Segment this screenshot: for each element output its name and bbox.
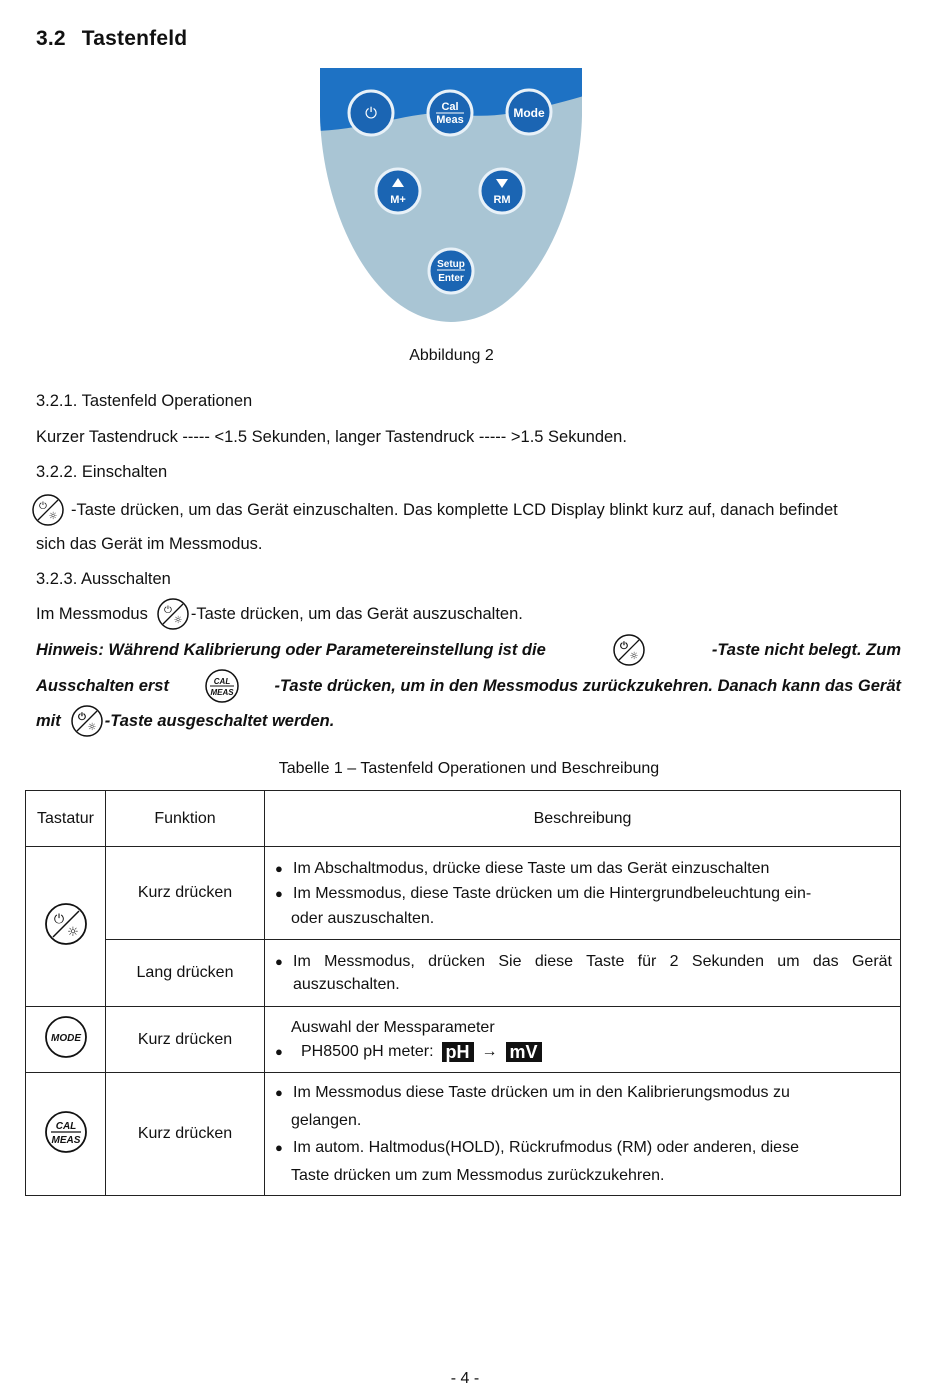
section-title: Tastenfeld — [81, 27, 188, 50]
key-setup-enter — [429, 249, 473, 293]
svg-text:☼: ☼ — [173, 615, 183, 626]
svg-text:MEAS: MEAS — [210, 688, 234, 697]
cal-meas-icon — [43, 1109, 89, 1155]
header-beschreibung: Beschreibung — [265, 791, 901, 847]
keypad-table — [25, 790, 901, 1196]
power-light-icon — [43, 901, 89, 947]
table-row — [26, 1073, 901, 1196]
poweroff-text-post: -Taste drücken, um das Gerät auszuschalten. — [190, 604, 523, 623]
table-header-row — [26, 791, 901, 847]
description-item: gelangen. — [291, 1111, 362, 1129]
svg-text:☼: ☼ — [48, 511, 58, 522]
subsection-title-323: 3.2.3. Ausschalten — [36, 570, 171, 588]
key-m-plus — [376, 169, 420, 213]
table-row — [26, 847, 901, 940]
key-cal-meas — [428, 91, 472, 135]
description-item: Im Messmodus diese Taste drücken um in den Kalibrierungsmodus zu — [293, 1084, 790, 1101]
svg-text:Enter: Enter — [438, 273, 464, 284]
key-rm — [480, 169, 524, 213]
description-cell: ● Im Messmodus, drücken Sie diese Taste für 2 Sekunden um das Gerät auszuschalten. — [265, 940, 901, 1007]
note-text-1a: Hinweis: Während Kalibrierung oder Parametereinstellung ist die — [36, 640, 546, 659]
key-power — [349, 91, 393, 135]
header-tastatur: Tastatur — [26, 791, 106, 847]
svg-text:M+: M+ — [390, 194, 406, 206]
poweroff-line — [36, 597, 523, 631]
function-cell: Kurz drücken — [106, 1007, 265, 1073]
key-cell-mode — [26, 1007, 106, 1073]
description-item: Taste drücken um zum Messmodus zurückzukehren. — [291, 1166, 665, 1184]
svg-text:⏻: ⏻ — [39, 501, 47, 512]
note-text-2b: -Taste drücken, um in den Messmodus zurückzukehren. Danach kann das Gerät — [274, 676, 901, 695]
svg-text:MEAS: MEAS — [51, 1134, 80, 1146]
svg-text:☼: ☼ — [66, 925, 79, 940]
press-duration-text: Kurzer Tastendruck ----- <1.5 Sekunden, langer Tastendruck ----- >1.5 Sekunden. — [36, 428, 627, 446]
description-item: auszuschalten. — [293, 976, 400, 993]
table-row — [26, 940, 901, 1007]
note-line-1 — [36, 633, 901, 667]
table-caption: Tabelle 1 – Tastenfeld Operationen und Beschreibung — [278, 760, 660, 777]
power-light-icon — [155, 597, 191, 631]
description-item: Im Messmodus, diese Taste drücken um die Hintergrundbeleuchtung ein- — [293, 884, 812, 902]
subsection-title-321: 3.2.1. Tastenfeld Operationen — [36, 392, 253, 410]
power-light-icon — [30, 493, 66, 527]
table-row — [26, 1007, 901, 1073]
poweron-text-1: -Taste drücken, um das Gerät einzuschalten. Das komplette LCD Display blinkt kurz auf, danach befindet — [71, 500, 838, 519]
function-cell: Kurz drücken — [106, 847, 265, 940]
section-heading — [36, 27, 187, 51]
keypad-illustration — [318, 66, 584, 326]
function-cell: Kurz drücken — [106, 1073, 265, 1196]
description-cell: ● Im Messmodus diese Taste drücken um in den Kalibrierungsmodus zu gelangen. ● Im autom. Haltmodus(HOLD), Rückrufmodus (RM) oder anderen, diese Taste drücken um zum Messmodus zurückzukehren. — [265, 1073, 901, 1196]
key-cell-cal — [26, 1073, 106, 1196]
function-cell: Lang drücken — [106, 940, 265, 1007]
description-item: Im autom. Haltmodus(HOLD), Rückrufmodus (RM) oder anderen, diese — [293, 1139, 799, 1156]
svg-text:⏻: ⏻ — [53, 912, 64, 927]
key-cell-power — [26, 847, 106, 1007]
note-text-1b: -Taste nicht belegt. Zum — [711, 640, 901, 659]
note-text-3a: mit — [36, 711, 61, 730]
svg-text:Mode: Mode — [513, 106, 545, 120]
note-text-2a: Ausschalten erst — [36, 676, 169, 695]
power-light-icon — [69, 704, 105, 738]
poweron-text-2: sich das Gerät im Messmodus. — [36, 535, 263, 553]
note-line-3 — [36, 704, 334, 738]
note-line-2 — [36, 668, 901, 704]
svg-text:Setup: Setup — [437, 259, 465, 270]
ph-tag: pH — [442, 1042, 474, 1062]
svg-text:⏻: ⏻ — [619, 641, 628, 652]
svg-text:MODE: MODE — [50, 1033, 81, 1044]
header-funktion: Funktion — [106, 791, 265, 847]
description-cell: Auswahl der Messparameter ● PH8500 pH meter: pH → mV — [265, 1007, 901, 1073]
description-item: oder auszuschalten. — [291, 909, 435, 927]
svg-text:CAL: CAL — [213, 677, 230, 686]
meter-label: PH8500 pH meter: — [301, 1042, 434, 1060]
svg-text:☼: ☼ — [87, 722, 97, 733]
note-text-3b: -Taste ausgeschaltet werden. — [104, 711, 335, 730]
key-mode — [507, 90, 551, 134]
power-light-icon — [611, 633, 647, 667]
page-number: - 4 - — [450, 1370, 480, 1387]
mode-icon — [43, 1014, 89, 1060]
mv-tag: mV — [506, 1042, 542, 1062]
svg-text:⏻: ⏻ — [365, 104, 377, 122]
subsection-title-322: 3.2.2. Einschalten — [36, 463, 168, 481]
poweroff-text-pre: Im Messmodus — [36, 604, 148, 623]
description-item: Im Messmodus, drücken Sie diese Taste für 2 Sekunden um das Gerät — [293, 953, 892, 970]
svg-text:CAL: CAL — [55, 1120, 76, 1132]
description-cell: ● Im Abschaltmodus, drücke diese Taste um das Gerät einzuschalten ● Im Messmodus, diese Taste drücken um die Hintergrundbeleuchtung ein- oder auszuschalten. — [265, 847, 901, 940]
svg-text:⏻: ⏻ — [163, 605, 172, 616]
cal-meas-icon — [202, 668, 242, 704]
section-number: 3.2 — [36, 27, 66, 50]
description-item: Im Abschaltmodus, drücke diese Taste um das Gerät einzuschalten — [293, 859, 770, 877]
figure-caption: Abbildung 2 — [409, 347, 494, 364]
svg-text:RM: RM — [493, 194, 511, 206]
arrow-icon: → — [481, 1042, 498, 1060]
svg-text:Cal: Cal — [441, 101, 459, 113]
svg-text:☼: ☼ — [629, 651, 639, 662]
svg-text:⏻: ⏻ — [77, 712, 86, 723]
poweron-paragraph-line1 — [30, 493, 901, 527]
description-item: Auswahl der Messparameter — [291, 1018, 495, 1036]
svg-text:Meas: Meas — [436, 114, 464, 126]
